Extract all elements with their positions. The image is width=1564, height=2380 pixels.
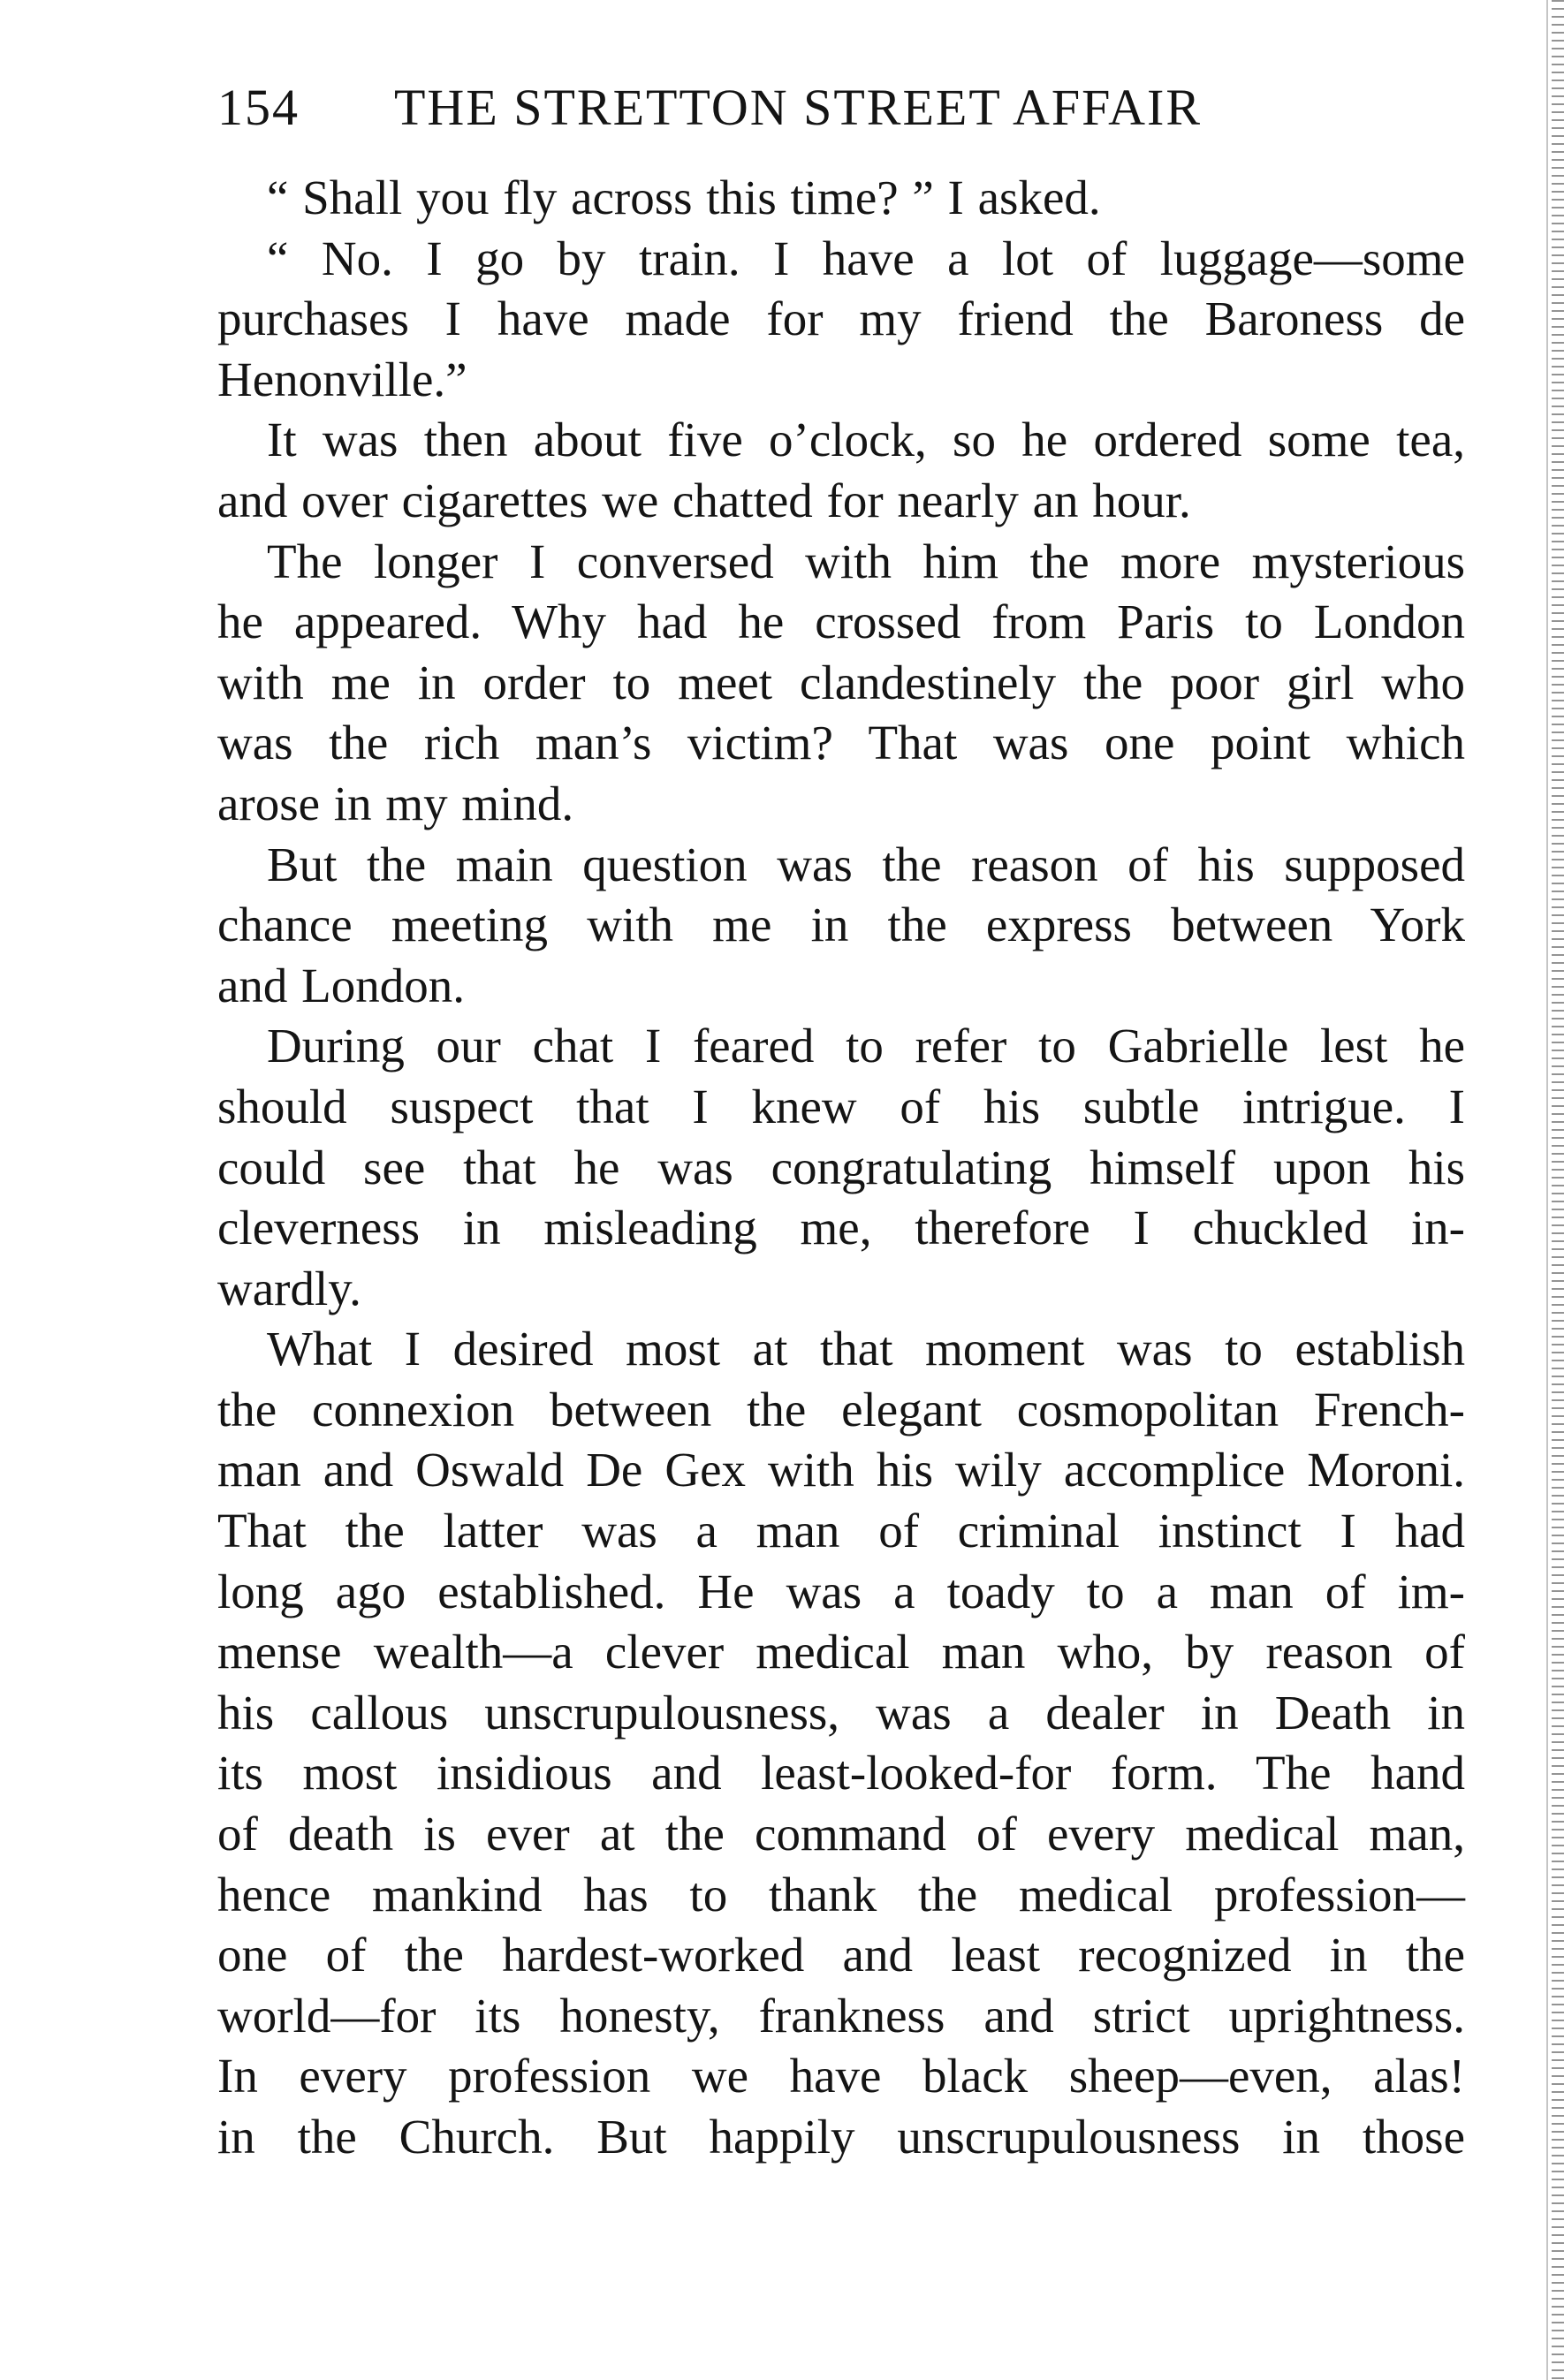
body-text [217,168,1465,2168]
page-number: 154 [217,79,300,136]
text-line: world—for its honesty, frankness and strict uprightness. [217,1988,1465,2043]
text-line: could see that he was congratulating himself upon his [217,1140,1465,1194]
text-line: of death is ever at the command of every medical man, [217,1807,1465,1861]
text-line: “ Shall you fly across this time? ” I asked. [267,171,1101,224]
text-line: in the Church. But happily unscrupulousness in those [217,2110,1465,2164]
page-edge-noise [1552,0,1564,2380]
text-line: arose in my mind. [217,776,574,830]
text-line: During our chat I feared to refer to Gabrielle lest he [267,1019,1465,1073]
text-line: with me in order to meet clandestinely the poor girl who [217,655,1465,709]
text-line: he appeared. Why had he crossed from Paris to London [217,595,1465,649]
text-line: its most insidious and least-looked-for form. The hand [217,1746,1465,1800]
text-line: man and Oswald De Gex with his wily accomplice Moroni. [217,1443,1465,1497]
text-line: In every profession we have black sheep—even, alas! [217,2049,1465,2103]
text-line: That the latter was a man of criminal instinct I had [217,1504,1465,1558]
text-line: purchases I have made for my friend the Baroness de [217,292,1465,346]
text-line: mense wealth—a clever medical man who, by reason of [217,1625,1465,1679]
text-line: long ago established. He was a toady to a man of im- [217,1564,1465,1618]
text-line: chance meeting with me in the express between York [217,898,1465,952]
text-line: should suspect that I knew of his subtle intrigue. I [217,1079,1465,1133]
text-line: wardly. [217,1261,361,1315]
text-line: cleverness in misleading me, therefore I chuckled in- [217,1201,1465,1255]
text-line: “ No. I go by train. I have a lot of luggage—some [267,231,1465,285]
text-line: The longer I conversed with him the more mysterious [267,534,1465,588]
text-line: and London. [217,958,466,1012]
running-title: THE STRETTON STREET AFFAIR [394,79,1203,136]
text-line: What I desired most at that moment was to establish [267,1322,1465,1376]
text-line: It was then about five o’clock, so he ordered some tea, [267,413,1465,467]
text-line: one of the hardest-worked and least recognized in the [217,1928,1465,1982]
text-line: and over cigarettes we chatted for nearly an hour. [217,473,1191,527]
text-line: the connexion between the elegant cosmopolitan French- [217,1382,1465,1436]
text-line: was the rich man’s victim? That was one point which [217,716,1465,770]
text-line: his callous unscrupulousness, was a dealer in Death in [217,1685,1465,1740]
text-line: But the main question was the reason of his supposed [267,837,1465,891]
page-edge-shadow [1546,0,1548,2380]
text-line: Henonville.” [217,352,467,406]
running-head [217,72,1308,143]
text-line: hence mankind has to thank the medical profession— [217,1867,1465,1921]
